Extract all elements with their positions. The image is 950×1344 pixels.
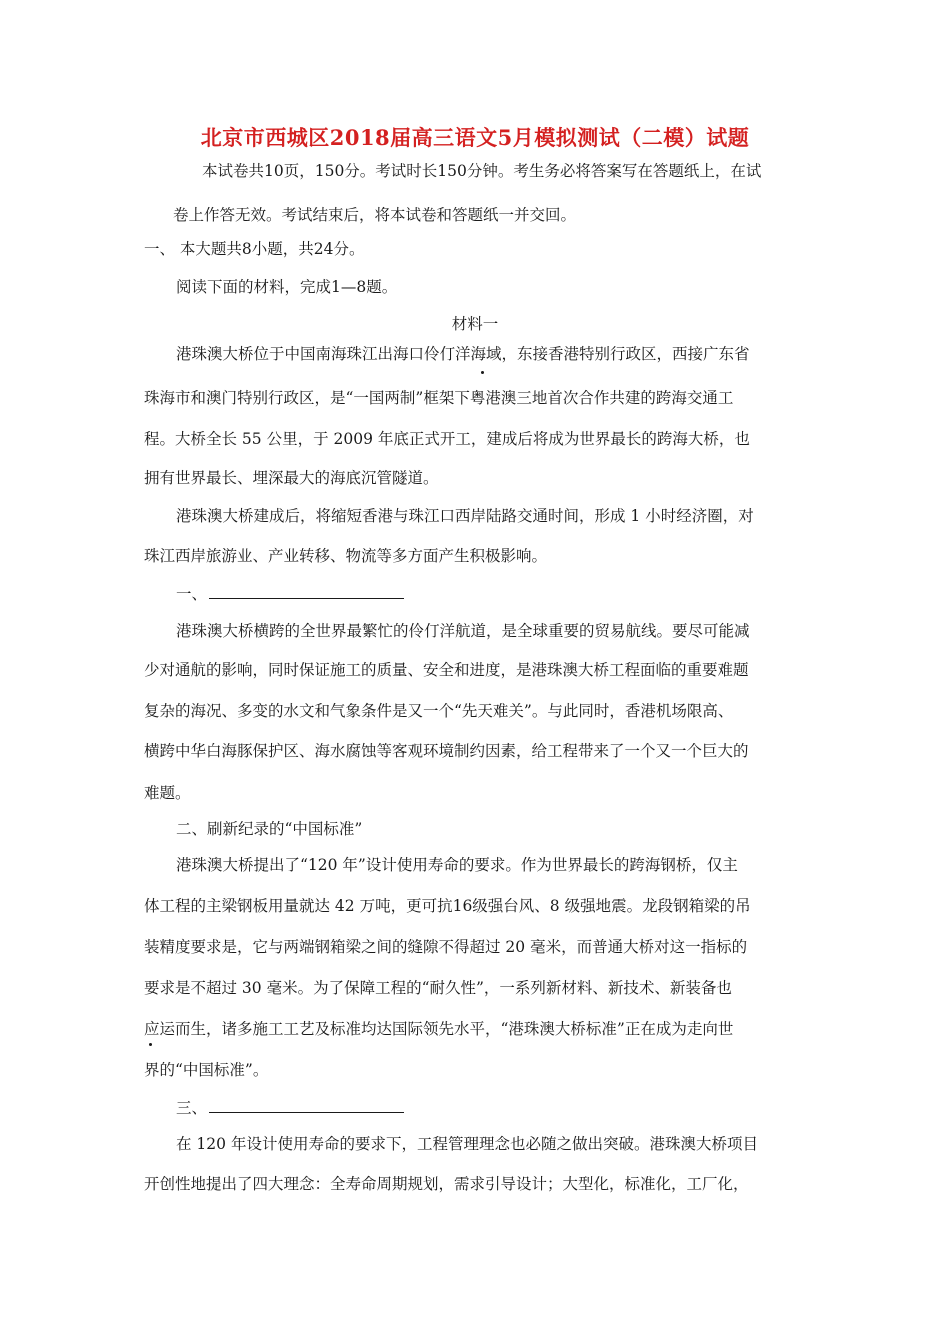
paragraph-line: 开创性地提出了四大理念：全寿命周期规划，需求引导设计；大型化，标准化，工厂化， bbox=[144, 1175, 749, 1193]
subheading-blank bbox=[176, 1097, 809, 1119]
paragraph-line: 在 120 年设计使用寿命的要求下，工程管理理念也必随之做出突破。港珠澳大桥项目 bbox=[176, 1135, 758, 1153]
fill-in-blank[interactable] bbox=[209, 1098, 404, 1113]
section-heading: 一、 本大题共8小题，共24分。 bbox=[144, 240, 365, 258]
paragraph-line: 体工程的主梁钢板用量就达 42 万吨，更可抗16级强台风、8 级强地震。龙段钢箱梁的吊 bbox=[144, 897, 751, 915]
paragraph-line: 难题。 bbox=[144, 784, 191, 802]
reading-prompt: 阅读下面的材料，完成1—8题。 bbox=[176, 278, 398, 296]
subheading-number: 一、 bbox=[176, 585, 208, 603]
subheading-blank bbox=[176, 583, 809, 605]
emphasis-dot bbox=[149, 1043, 152, 1046]
material-title: 材料一 bbox=[451, 315, 499, 333]
paragraph-line: 港珠澳大桥位于中国南海珠江出海口伶仃洋海域，东接香港特别行政区，西接广东省 bbox=[176, 345, 750, 363]
fill-in-blank[interactable] bbox=[209, 584, 404, 599]
paragraph-line: 装精度要求是，它与两端钢箱梁之间的缝隙不得超过 20 毫米，而普通大桥对这一指标的 bbox=[144, 938, 748, 956]
paragraph-line: 港珠澳大桥建成后，将缩短香港与珠江口西岸陆路交通时间，形成 1 小时经济圈，对 bbox=[176, 507, 754, 525]
paragraph-line: 应运而生，诸多施工工艺及标准均达国际领先水平，“港珠澳大桥标准”正在成为走向世 bbox=[144, 1020, 734, 1038]
paragraph-line: 要求是不超过 30 毫米。为了保障工程的“耐久性”，一系列新材料、新技术、新装备也 bbox=[144, 979, 732, 997]
paragraph-line: 少对通航的影响，同时保证施工的质量、安全和进度，是港珠澳大桥工程面临的重要难题 bbox=[144, 661, 749, 679]
paragraph-line: 港珠澳大桥提出了“120 年”设计使用寿命的要求。作为世界最长的跨海钢桥，仅主 bbox=[176, 856, 738, 874]
paragraph-line: 港珠澳大桥横跨的全世界最繁忙的伶仃洋航道，是全球重要的贸易航线。要尽可能减 bbox=[176, 622, 750, 640]
paragraph-line: 珠江西岸旅游业、产业转移、物流等多方面产生积极影响。 bbox=[144, 547, 548, 565]
emphasis-dot bbox=[481, 371, 484, 374]
paragraph-line: 程。大桥全长 55 公里，于 2009 年底正式开工，建成后将成为世界最长的跨海大桥，也 bbox=[144, 430, 750, 448]
paragraph-line: 横跨中华白海豚保护区、海水腐蚀等客观环境制约因素，给工程带来了一个又一个巨大的 bbox=[144, 742, 749, 760]
paragraph-line: 珠海市和澳门特别行政区，是“一国两制”框架下粤港澳三地首次合作共建的跨海交通工 bbox=[144, 389, 734, 407]
paragraph-line: 复杂的海况、多变的水文和气象条件是又一个“先天难关”。与此同时，香港机场限高、 bbox=[144, 702, 734, 720]
instruction-line: 本试卷共10页，150分。考试时长150分钟。考生务必将答案写在答题纸上，在试 bbox=[202, 162, 762, 180]
paragraph-line: 界的“中国标准”。 bbox=[144, 1061, 269, 1079]
subheading: 二、刷新纪录的“中国标准” bbox=[176, 820, 363, 838]
subheading-number: 三、 bbox=[176, 1099, 208, 1117]
paragraph-line: 拥有世界最长、埋深最大的海底沉管隧道。 bbox=[144, 469, 439, 487]
page-title: 北京市西城区2018届高三语文5月模拟测试（二模）试题 bbox=[200, 125, 750, 150]
instruction-line: 卷上作答无效。考试结束后，将本试卷和答题纸一并交回。 bbox=[173, 206, 577, 224]
